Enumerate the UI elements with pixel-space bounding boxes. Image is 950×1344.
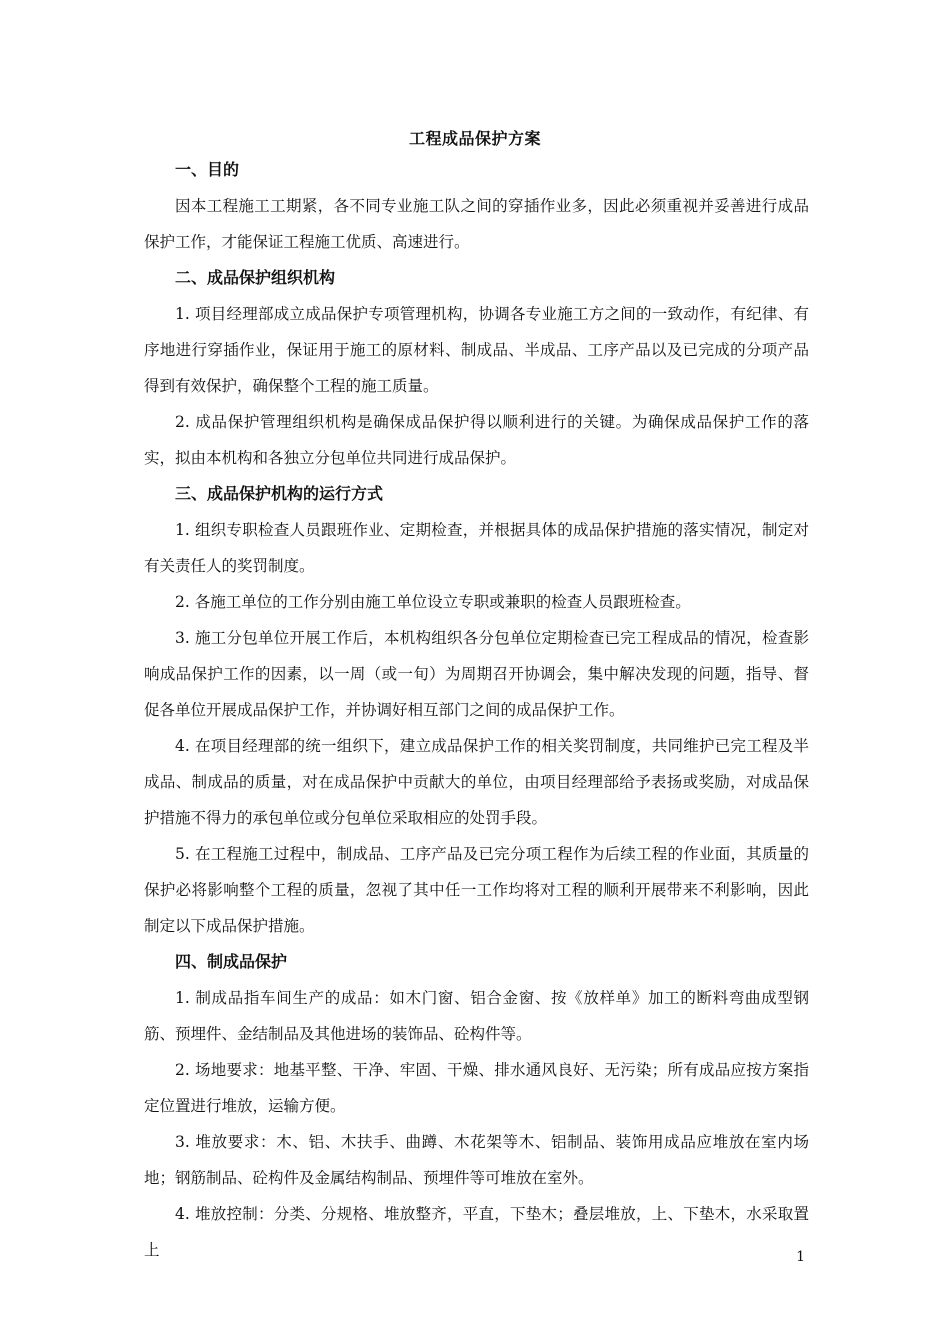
document-body bbox=[144, 152, 809, 1268]
paragraph: 4. 堆放控制：分类、分规格、堆放整齐，平直，下垫木；叠层堆放，上、下垫木，水采取置上 bbox=[144, 1205, 809, 1259]
section-heading: 二、成品保护组织机构 bbox=[175, 268, 336, 287]
paragraph: 2. 成品保护管理组织机构是确保成品保护得以顺利进行的关键。为确保成品保护工作的落实，拟由本机构和各独立分包单位共同进行成品保护。 bbox=[144, 413, 809, 467]
paragraph: 5. 在工程施工过程中，制成品、工序产品及已完分项工程作为后续工程的作业面，其质量的保护必将影响整个工程的质量，忽视了其中任一工作均将对工程的顺利开展带来不利影响，因此制定以下成品保护措施。 bbox=[144, 845, 809, 935]
page-number: 1 bbox=[796, 1249, 805, 1265]
section-heading: 三、成品保护机构的运行方式 bbox=[175, 484, 384, 503]
document-title: 工程成品保护方案 bbox=[408, 129, 541, 148]
paragraph: 3. 施工分包单位开展工作后，本机构组织各分包单位定期检查已完工程成品的情况，检查影响成品保护工作的因素，以一周（或一旬）为周期召开协调会，集中解决发现的问题，指导、督促各单位开展成品保护工作，并协调好相互部门之间的成品保护工作。 bbox=[144, 629, 809, 719]
paragraph: 4. 在项目经理部的统一组织下，建立成品保护工作的相关奖罚制度，共同维护已完工程及半成品、制成品的质量，对在成品保护中贡献大的单位，由项目经理部给予表扬或奖励，对成品保护措施不得力的承包单位或分包单位采取相应的处罚手段。 bbox=[144, 737, 809, 827]
section-heading: 四、制成品保护 bbox=[175, 952, 288, 971]
paragraph: 因本工程施工工期紧，各不同专业施工队之间的穿插作业多，因此必须重视并妥善进行成品保护工作，才能保证工程施工优质、高速进行。 bbox=[144, 197, 809, 251]
paragraph: 2. 场地要求：地基平整、干净、牢固、干燥、排水通风良好、无污染；所有成品应按方案指定位置进行堆放，运输方便。 bbox=[144, 1061, 809, 1115]
paragraph: 1. 组织专职检查人员跟班作业、定期检查，并根据具体的成品保护措施的落实情况，制定对有关责任人的奖罚制度。 bbox=[144, 521, 809, 575]
section-heading: 一、目的 bbox=[175, 160, 240, 179]
paragraph: 1. 项目经理部成立成品保护专项管理机构，协调各专业施工方之间的一致动作，有纪律、有序地进行穿插作业，保证用于施工的原材料、制成品、半成品、工序产品以及已完成的分项产品得到有效保护，确保整个工程的施工质量。 bbox=[144, 305, 809, 395]
paragraph: 1. 制成品指车间生产的成品：如木门窗、铝合金窗、按《放样单》加工的断料弯曲成型钢筋、预埋件、金结制品及其他进场的装饰品、砼构件等。 bbox=[144, 989, 809, 1043]
paragraph: 3. 堆放要求：木、铝、木扶手、曲蹲、木花架等木、铝制品、装饰用成品应堆放在室内场地；钢筋制品、砼构件及金属结构制品、预埋件等可堆放在室外。 bbox=[144, 1133, 809, 1187]
paragraph: 2. 各施工单位的工作分别由施工单位设立专职或兼职的检查人员跟班检查。 bbox=[175, 593, 691, 611]
